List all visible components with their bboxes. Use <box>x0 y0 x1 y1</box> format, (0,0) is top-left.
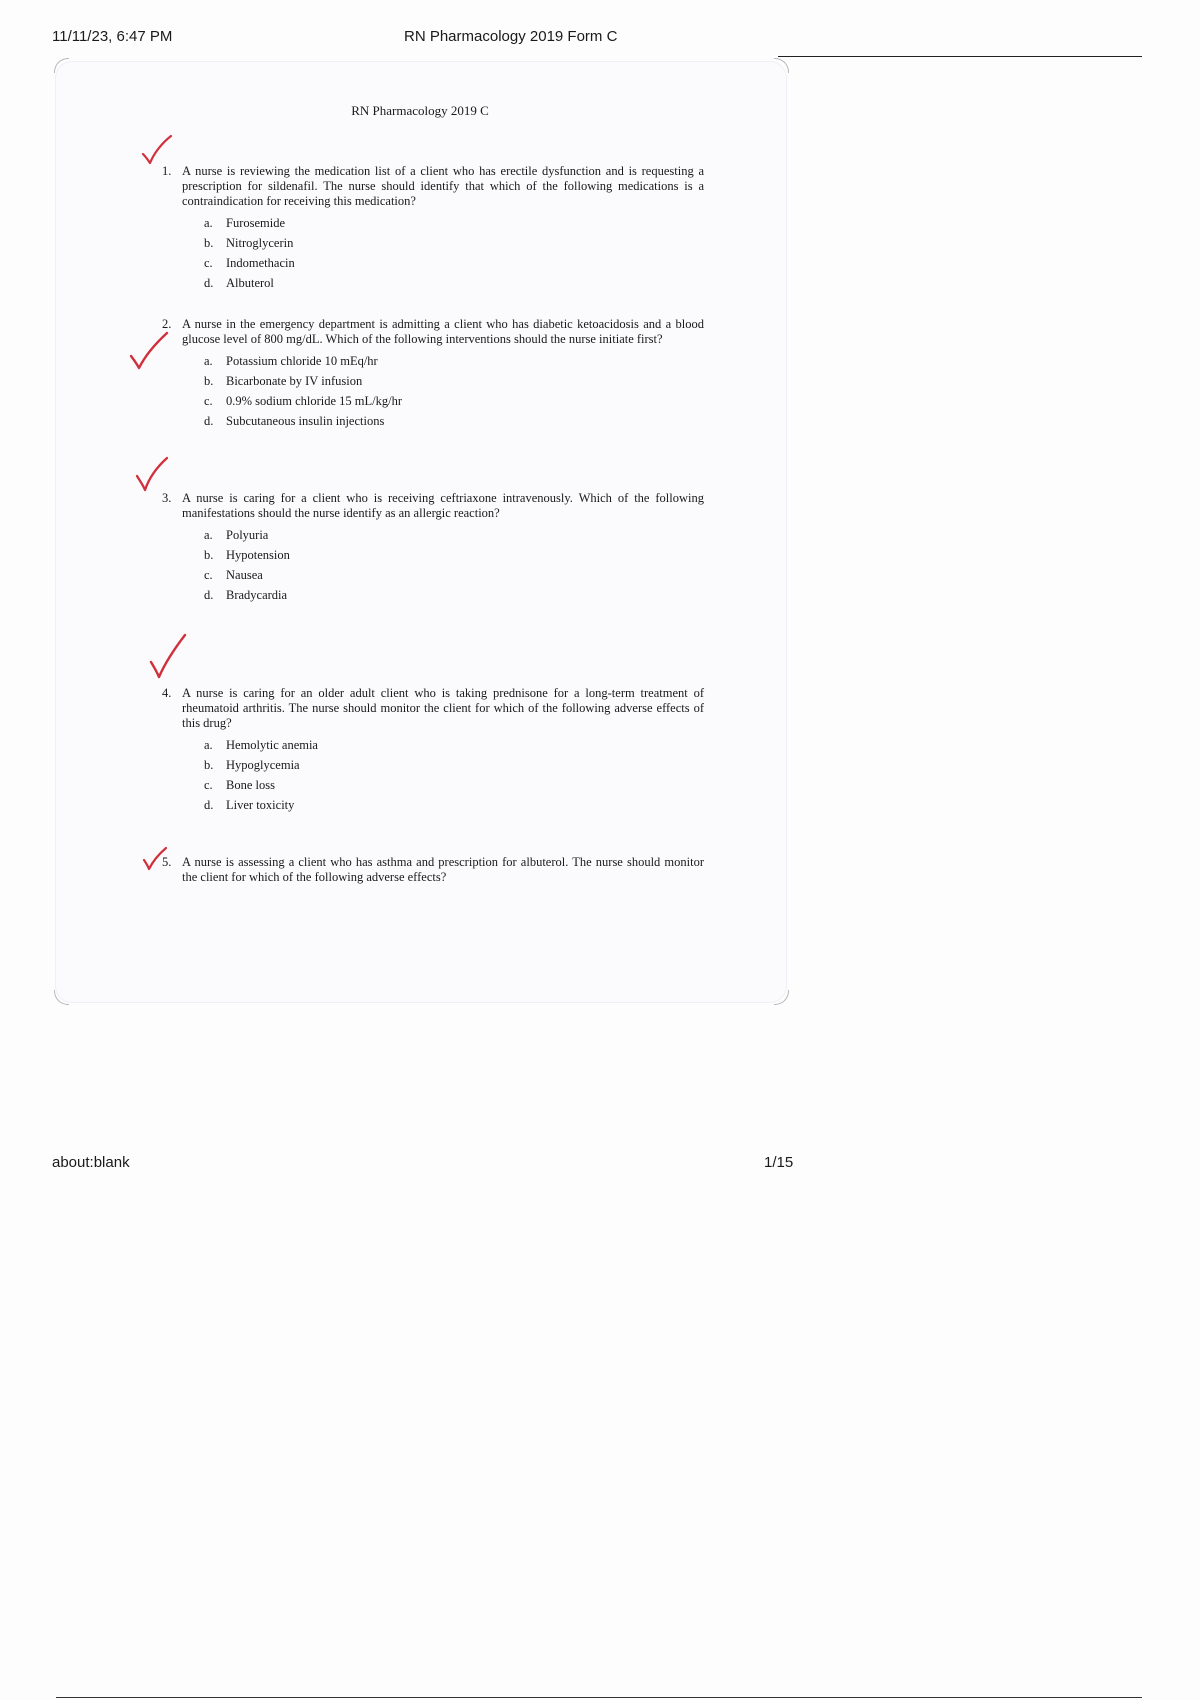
option-letter: d. <box>204 798 214 812</box>
question-1 <box>162 164 704 293</box>
option-a <box>204 351 704 371</box>
option-letter: d. <box>204 414 214 428</box>
question-2-options <box>204 351 704 431</box>
option-d <box>204 273 704 293</box>
viewer-corner-bottom-left <box>54 990 69 1005</box>
check-mark-icon <box>140 134 174 166</box>
question-stem: A nurse is reviewing the medication list of a client who has erectile dysfunction and is requesting a prescription for sildenafil. The nurse should identify that which of the following medications is a contraindication for receiving this medication? <box>182 164 704 208</box>
option-c <box>204 391 704 411</box>
check-mark-icon <box>128 330 170 372</box>
option-a <box>204 213 704 233</box>
question-stem: A nurse in the emergency department is admitting a client who has diabetic ketoacidosis and a blood glucose level of 800 mg/dL. Which of the following interventions should the nurse initiate first? <box>182 317 704 346</box>
check-mark-icon <box>148 632 188 680</box>
question-4-text <box>162 686 704 731</box>
question-1-options <box>204 213 704 293</box>
viewer-corner-top-left <box>54 58 69 73</box>
option-text: Albuterol <box>226 276 274 290</box>
option-letter: c. <box>204 568 213 582</box>
question-stem: A nurse is caring for a client who is receiving ceftriaxone intravenously. Which of the following manifestations should the nurse identify as an allergic reaction? <box>182 491 704 520</box>
option-b <box>204 233 704 253</box>
print-footer-url: about:blank <box>52 1154 130 1171</box>
print-header-datetime: 11/11/23, 6:47 PM <box>52 28 173 45</box>
option-b <box>204 371 704 391</box>
check-mark-icon <box>134 455 170 493</box>
option-text: Hypotension <box>226 548 290 562</box>
option-c <box>204 775 704 795</box>
option-letter: c. <box>204 778 213 792</box>
option-letter: d. <box>204 276 214 290</box>
option-text: Nausea <box>226 568 263 582</box>
question-number: 2. <box>162 317 172 331</box>
option-letter: a. <box>204 354 213 368</box>
option-text: Subcutaneous insulin injections <box>226 414 385 428</box>
option-b <box>204 545 704 565</box>
option-text: Bicarbonate by IV infusion <box>226 374 363 388</box>
bottom-rule <box>56 1697 1142 1698</box>
option-letter: b. <box>204 236 214 250</box>
option-text: Liver toxicity <box>226 798 295 812</box>
question-number: 1. <box>162 164 172 178</box>
viewer-corner-top-right <box>774 58 789 73</box>
option-letter: b. <box>204 548 214 562</box>
print-footer-page-number: 1/15 <box>764 1154 794 1171</box>
option-b <box>204 755 704 775</box>
option-letter: a. <box>204 216 213 230</box>
viewer-corner-bottom-right <box>774 990 789 1005</box>
option-c <box>204 253 704 273</box>
question-4-options <box>204 735 704 815</box>
print-header-title: RN Pharmacology 2019 Form C <box>404 28 618 45</box>
check-mark-icon <box>142 846 168 872</box>
option-letter: d. <box>204 588 214 602</box>
question-3 <box>162 491 704 605</box>
question-3-text <box>162 491 704 521</box>
question-4 <box>162 686 704 815</box>
option-a <box>204 525 704 545</box>
option-a <box>204 735 704 755</box>
question-5 <box>162 855 704 885</box>
question-3-options <box>204 525 704 605</box>
option-letter: a. <box>204 528 213 542</box>
question-stem: A nurse is assessing a client who has asthma and prescription for albuterol. The nurse should monitor the client for which of the following adverse effects? <box>182 855 704 884</box>
option-text: Nitroglycerin <box>226 236 294 250</box>
option-d <box>204 411 704 431</box>
question-5-text <box>162 855 704 885</box>
option-text: Hypoglycemia <box>226 758 300 772</box>
question-number: 3. <box>162 491 172 505</box>
option-letter: b. <box>204 758 214 772</box>
option-letter: c. <box>204 394 213 408</box>
header-rule <box>778 56 1142 57</box>
question-number: 5. <box>162 855 172 869</box>
option-text: Indomethacin <box>226 256 295 270</box>
question-stem: A nurse is caring for an older adult client who is taking prednisone for a long-term treatment of rheumatoid arthritis. The nurse should monitor the client for which of the following adverse effects of this drug? <box>182 686 704 730</box>
option-letter: c. <box>204 256 213 270</box>
option-letter: a. <box>204 738 213 752</box>
question-number: 4. <box>162 686 172 700</box>
option-letter: b. <box>204 374 214 388</box>
question-2-text <box>162 317 704 347</box>
option-text: 0.9% sodium chloride 15 mL/kg/hr <box>226 394 403 408</box>
option-text: Hemolytic anemia <box>226 738 318 752</box>
option-text: Bone loss <box>226 778 275 792</box>
option-text: Polyuria <box>226 528 269 542</box>
question-2 <box>162 317 704 431</box>
option-d <box>204 795 704 815</box>
option-text: Bradycardia <box>226 588 288 602</box>
option-text: Furosemide <box>226 216 286 230</box>
document-heading: RN Pharmacology 2019 C <box>351 103 489 118</box>
option-c <box>204 565 704 585</box>
question-1-text <box>162 164 704 209</box>
option-d <box>204 585 704 605</box>
option-text: Potassium chloride 10 mEq/hr <box>226 354 378 368</box>
